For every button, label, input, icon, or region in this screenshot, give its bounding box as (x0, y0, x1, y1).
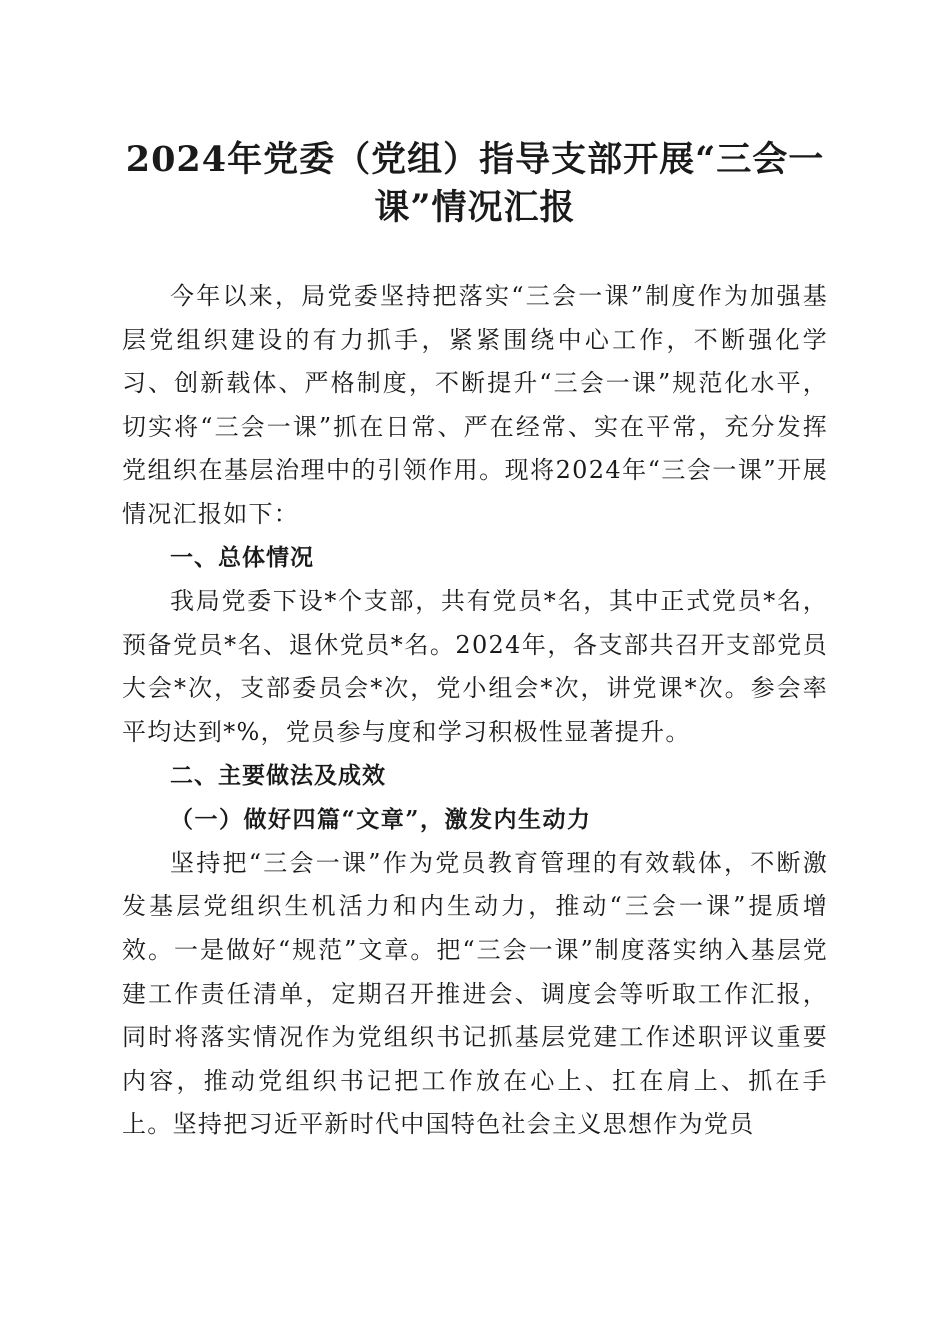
section-1-paragraph: 我局党委下设*个支部，共有党员*名，其中正式党员*名，预备党员*名、退休党员*名。2024年，各支部共召开支部党员大会*次，支部委员会*次，党小组会*次，讲党课*次。参会率平均达到*%，党员参与度和学习积极性显著提升。 (122, 587, 828, 746)
section-1-heading: 一、总体情况 (170, 544, 314, 571)
section-2-subheading-1: （一）做好四篇“文章”，激发内生动力 (170, 806, 592, 834)
title-line-1: 2024年党委（党组）指导支部开展“三会一 (125, 139, 825, 180)
intro-paragraph: 今年以来，局党委坚持把落实“三会一课”制度作为加强基层党组织建设的有力抓手，紧紧围绕中心工作，不断强化学习、创新载体、严格制度，不断提升“三会一课”规范化水平，切实将“三会一课”抓在日常、严在经常、实在平常，充分发挥党组织在基层治理中的引领作用。现将2024年“三会一课”开展情况汇报如下： (122, 282, 828, 528)
document-title (110, 136, 840, 232)
title-line-2: 课”情况汇报 (374, 187, 576, 228)
section-2-sub-1-paragraph: 坚持把“三会一课”作为党员教育管理的有效载体，不断激发基层党组织生机活力和内生动力，推动“三会一课”提质增效。一是做好“规范”文章。把“三会一课”制度落实纳入基层党建工作责任清单，定期召开推进会、调度会等听取工作汇报，同时将落实情况作为党组织书记抓基层党建工作述职评议重要内容，推动党组织书记把工作放在心上、扛在肩上、抓在手上。坚持把习近平新时代中国特色社会主义思想作为党员 (122, 848, 828, 1139)
section-2-heading: 二、主要做法及成效 (170, 762, 386, 789)
document-body (122, 275, 828, 1147)
